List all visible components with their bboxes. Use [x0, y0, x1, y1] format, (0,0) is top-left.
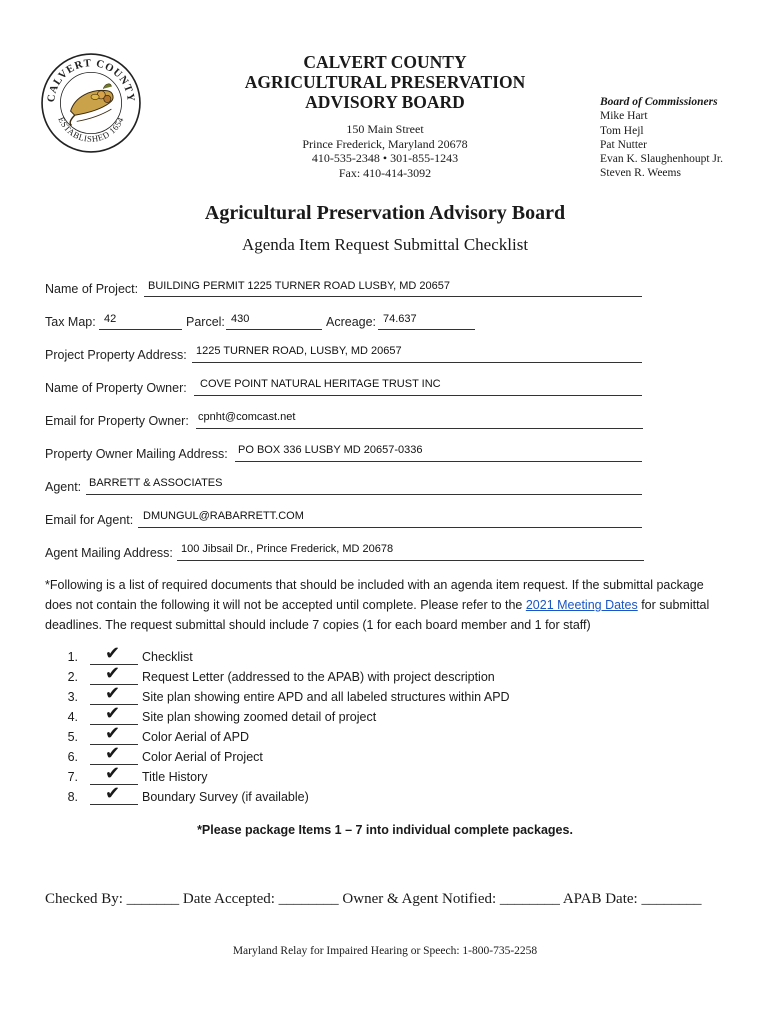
checkmark-icon[interactable]: ✔	[105, 783, 121, 804]
footer-relay: Maryland Relay for Impaired Hearing or Speech: 1-800-735-2258	[232, 945, 538, 957]
commissioner-name: Evan K. Slaughenhoupt Jr.	[600, 153, 723, 166]
seal-top-text: CALVERT COUNTY	[45, 57, 137, 103]
seal-bottom-text: ESTABLISHED 1654	[56, 115, 126, 144]
checklist-number: 3.	[67, 690, 78, 704]
checklist-item-text: Request Letter (addressed to the APAB) with project description	[142, 670, 495, 684]
tax-map-label: Tax Map:	[45, 315, 96, 329]
address-line: Fax: 410-414-3092	[338, 165, 432, 180]
acreage-label: Acreage:	[326, 315, 377, 329]
owner-email-field[interactable]: cpnht@comcast.net	[198, 411, 296, 423]
address-line: 410-535-2348 • 301-855-1243	[311, 151, 459, 165]
checklist-number: 8.	[67, 790, 78, 804]
acreage-line	[378, 329, 475, 330]
checklist-item-text: Checklist	[142, 650, 193, 664]
checkmark-icon[interactable]: ✔	[105, 643, 121, 664]
board-of-commissioners	[600, 95, 723, 181]
agent-field[interactable]: BARRETT & ASSOCIATES	[89, 477, 223, 489]
agent-email-line	[138, 527, 642, 528]
address-line: Prince Frederick, Maryland 20678	[302, 136, 468, 151]
owner-email-label: Email for Property Owner:	[45, 414, 189, 428]
address-line: 150 Main Street	[346, 122, 424, 136]
owner-mailing-line	[235, 461, 642, 462]
document-title: Agricultural Preservation Advisory Board	[204, 202, 566, 224]
agent-mailing-field[interactable]: 100 Jibsail Dr., Prince Frederick, MD 20678	[181, 543, 394, 555]
owner-mailing-label: Property Owner Mailing Address:	[45, 447, 228, 461]
checkmark-icon[interactable]: ✔	[105, 703, 121, 724]
checkmark-icon[interactable]: ✔	[105, 663, 121, 684]
agency-name-line: ADVISORY BOARD	[305, 92, 465, 112]
checklist-number: 5.	[67, 730, 78, 744]
office-use-line: Checked By: _______ Date Accepted: ________ Owner & Agent Notified: ________ APAB Date: ________	[45, 891, 702, 907]
checklist-item-text: Color Aerial of APD	[142, 730, 249, 744]
agent-email-field[interactable]: DMUNGUL@RABARRETT.COM	[143, 510, 304, 522]
checkmark-icon[interactable]: ✔	[105, 723, 121, 744]
checklist-item-text: Boundary Survey (if available)	[142, 790, 309, 804]
owner-name-label: Name of Property Owner:	[45, 381, 187, 395]
project-name-label: Name of Project:	[45, 282, 139, 296]
commissioner-name: Steven R. Weems	[600, 167, 681, 180]
instructions-text: for submittal deadlines. The request submittal should include 7 copies (1 for each board member and 1 for staff)	[45, 598, 710, 632]
agent-line	[86, 494, 642, 495]
checklist-item-text: Site plan showing entire APD and all labeled structures within APD	[142, 690, 510, 704]
checklist-number: 1.	[67, 650, 78, 664]
county-seal-logo	[40, 52, 142, 154]
agency-address	[245, 122, 525, 180]
project-name-line	[144, 296, 642, 297]
checklist-item-text: Site plan showing zoomed detail of project	[142, 710, 377, 724]
checklist-number: 4.	[67, 710, 78, 724]
commissioner-name: Mike Hart	[600, 110, 648, 123]
checklist-number: 2.	[67, 670, 78, 684]
agency-name-line: CALVERT COUNTY	[303, 52, 467, 72]
tax-map-field[interactable]: 42	[104, 313, 117, 325]
packaging-note: *Please package Items 1 – 7 into individual complete packages.	[197, 823, 573, 837]
parcel-field[interactable]: 430	[231, 313, 250, 325]
owner-name-line	[194, 395, 642, 396]
instructions-text: *Following is a list of required documents that should be included with an agenda item request. If the submittal package does not contain the following it will not be accepted until complete. Please refer to the	[45, 578, 704, 612]
agency-name-line: AGRICULTURAL PRESERVATION	[244, 72, 526, 92]
acreage-field[interactable]: 74.637	[383, 313, 417, 325]
agent-mailing-line	[177, 560, 644, 561]
parcel-label: Parcel:	[186, 315, 225, 329]
owner-name-field[interactable]: COVE POINT NATURAL HERITAGE TRUST INC	[200, 378, 441, 390]
checklist-blank	[90, 804, 138, 805]
svg-text:ESTABLISHED 1654	[56, 115, 125, 144]
commissioner-name: Pat Nutter	[600, 138, 647, 151]
checklist-number: 7.	[67, 770, 78, 784]
agent-label: Agent:	[45, 480, 82, 494]
meeting-dates-link[interactable]: 2021 Meeting Dates	[525, 598, 638, 612]
commissioner-name: Tom Hejl	[600, 124, 644, 137]
checkmark-icon[interactable]: ✔	[105, 743, 121, 764]
document-subtitle: Agenda Item Request Submittal Checklist	[241, 235, 529, 254]
property-address-line	[192, 362, 642, 363]
agent-email-label: Email for Agent:	[45, 513, 134, 527]
tax-map-line	[99, 329, 182, 330]
instructions-paragraph	[45, 575, 725, 635]
checkmark-icon[interactable]: ✔	[105, 683, 121, 704]
agent-mailing-label: Agent Mailing Address:	[45, 546, 173, 560]
checkmark-icon[interactable]: ✔	[105, 763, 121, 784]
checklist-item-text: Title History	[142, 770, 208, 784]
project-name-field[interactable]: BUILDING PERMIT 1225 TURNER ROAD LUSBY, MD 20657	[148, 280, 450, 292]
board-heading: Board of Commissioners	[600, 96, 718, 108]
parcel-line	[226, 329, 322, 330]
checklist-number: 6.	[67, 750, 78, 764]
agency-name	[180, 52, 590, 112]
owner-email-line	[196, 428, 643, 429]
property-address-field[interactable]: 1225 TURNER ROAD, LUSBY, MD 20657	[196, 345, 402, 357]
checklist-item-text: Color Aerial of Project	[142, 750, 263, 764]
owner-mailing-field[interactable]: PO BOX 336 LUSBY MD 20657-0336	[238, 444, 423, 456]
property-address-label: Project Property Address:	[45, 348, 187, 362]
